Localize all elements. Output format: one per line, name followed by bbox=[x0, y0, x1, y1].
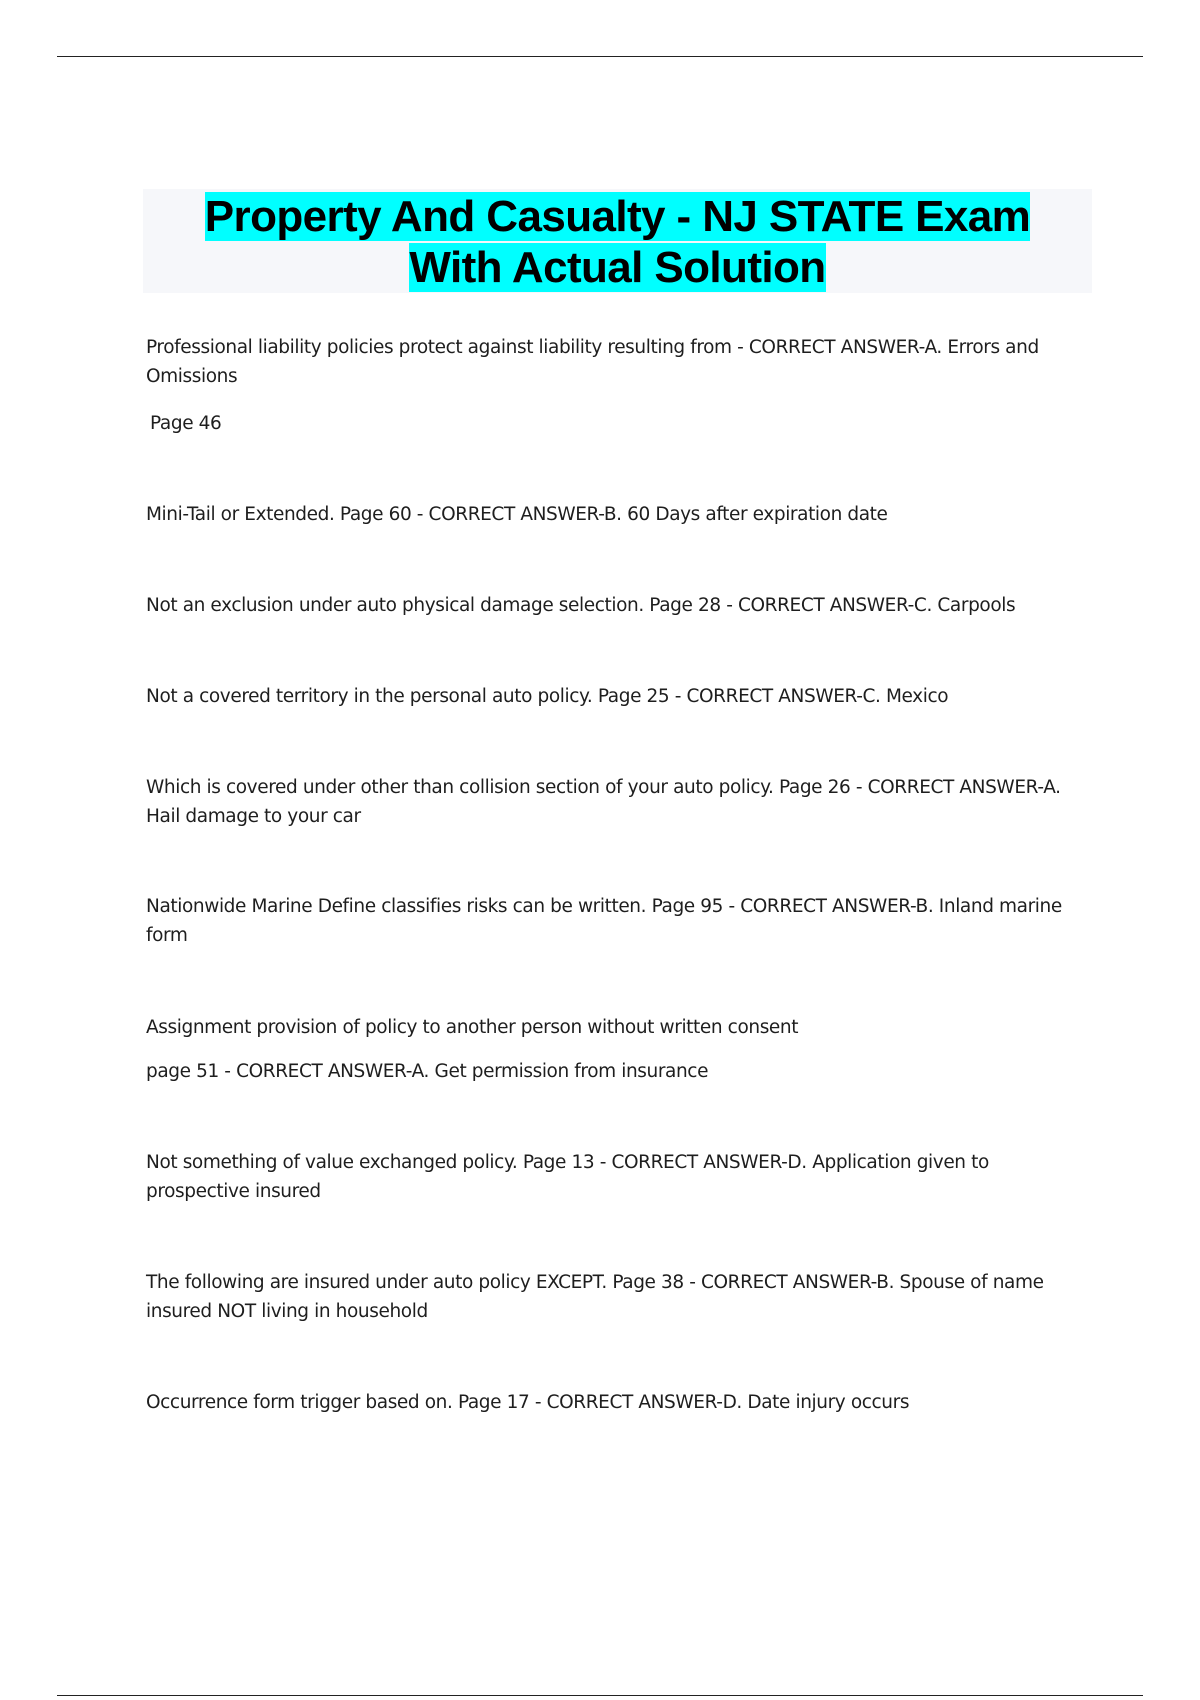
document-title bbox=[143, 189, 1092, 293]
qa-item-5: Which is covered under other than collision section of your auto policy. Page 26 - CORRECT ANSWER-A. Hail damage to your car bbox=[146, 777, 1061, 827]
qa-item-7-answer: page 51 - CORRECT ANSWER-A. Get permission from insurance bbox=[146, 1061, 709, 1082]
qa-item-2: Mini-Tail or Extended. Page 60 - CORRECT ANSWER-B. 60 Days after expiration date bbox=[146, 504, 888, 525]
qa-item-6: Nationwide Marine Define classifies risks can be written. Page 95 - CORRECT ANSWER-B. Inland marine form bbox=[146, 896, 1062, 946]
qa-item-8: Not something of value exchanged policy. Page 13 - CORRECT ANSWER-D. Application given to prospective insured bbox=[146, 1152, 989, 1202]
page-reference: Page 46 bbox=[150, 413, 222, 434]
qa-item-4: Not a covered territory in the personal auto policy. Page 25 - CORRECT ANSWER-C. Mexico bbox=[146, 686, 949, 707]
title-line-1: Property And Casualty - NJ STATE Exam bbox=[204, 192, 1031, 241]
qa-item-1: Professional liability policies protect against liability resulting from - CORRECT ANSWER-A. Errors and Omissions bbox=[146, 337, 1039, 387]
qa-item-10: Occurrence form trigger based on. Page 17 - CORRECT ANSWER-D. Date injury occurs bbox=[146, 1392, 910, 1413]
qa-item-3: Not an exclusion under auto physical damage selection. Page 28 - CORRECT ANSWER-C. Carpools bbox=[146, 595, 1016, 616]
qa-item-9: The following are insured under auto policy EXCEPT. Page 38 - CORRECT ANSWER-B. Spouse of name insured NOT living in household bbox=[146, 1272, 1044, 1322]
footer-rule bbox=[57, 1695, 1143, 1696]
title-block bbox=[143, 189, 1092, 293]
title-line-2: With Actual Solution bbox=[409, 243, 826, 292]
qa-item-7-question: Assignment provision of policy to another person without written consent bbox=[146, 1017, 799, 1038]
header-rule bbox=[57, 56, 1143, 57]
